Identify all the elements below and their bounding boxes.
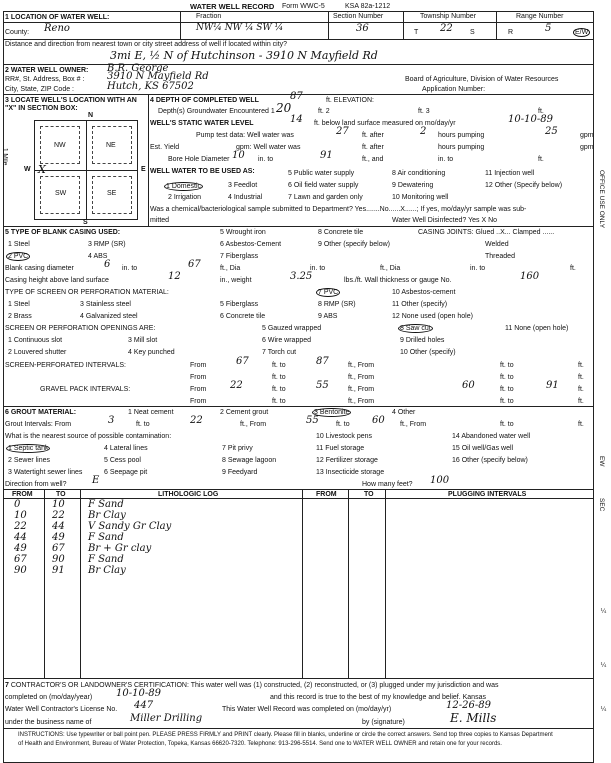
open-louvered[interactable]: 2 Louvered shutter bbox=[8, 349, 67, 356]
instructions-1: INSTRUCTIONS: Use typewriter or ball point pen. PLEASE PRESS FIRMLY and PRINT clearly. Please fill in blanks, underline or circle the correct answers. Send top three copies to Kansas Department bbox=[18, 732, 553, 738]
side-q3: ¼ bbox=[600, 706, 607, 713]
open-wire[interactable]: 6 Wire wrapped bbox=[262, 337, 312, 344]
business-name: Miller Drilling bbox=[130, 713, 203, 724]
record-completed-date: 12-26-89 bbox=[446, 700, 491, 711]
gauge-value: 160 bbox=[520, 271, 540, 282]
bore-ft: ft. bbox=[538, 156, 544, 163]
gw-ft4: ft. bbox=[538, 108, 544, 115]
grout-other[interactable]: 4 Other bbox=[392, 409, 416, 416]
pump-after: ft. after bbox=[362, 132, 384, 139]
section-6-label: 6 GROUT MATERIAL: bbox=[5, 409, 77, 416]
plug-from-header: FROM bbox=[316, 491, 337, 498]
screen-brass[interactable]: 2 Brass bbox=[8, 313, 32, 320]
county-value: Reno bbox=[44, 23, 70, 34]
s-label: S bbox=[470, 29, 475, 36]
log-row-desc: Br Clay bbox=[88, 565, 126, 576]
city-label: City, State, ZIP Code : bbox=[5, 86, 74, 93]
use-injection[interactable]: 11 Injection well bbox=[485, 170, 535, 177]
contam-oilgas[interactable]: 15 Oil well/Gas well bbox=[452, 445, 514, 452]
gravel-ftend: ft. bbox=[578, 386, 584, 393]
diam-into2: in. to bbox=[310, 265, 326, 272]
screen-asbestos[interactable]: 10 Asbestos-cement bbox=[392, 289, 456, 296]
log-row-from: 90 bbox=[14, 565, 27, 576]
contam-insecticide[interactable]: 13 Insecticide storage bbox=[316, 469, 385, 476]
grout-to2: 60 bbox=[372, 415, 385, 426]
perf-to: 87 bbox=[316, 356, 329, 367]
gw-ft2: ft. 2 bbox=[318, 108, 330, 115]
contam-lagoon[interactable]: 8 Sewage lagoon bbox=[222, 457, 277, 464]
log-row-from: 44 bbox=[14, 532, 27, 543]
grout-ft: ft., From bbox=[240, 421, 267, 428]
pump-gpm: 25 bbox=[545, 126, 558, 137]
screen-rmp[interactable]: 8 RMP (SR) bbox=[318, 301, 356, 308]
section-4-label: 4 DEPTH OF COMPLETED WELL bbox=[150, 97, 259, 104]
threaded-label: Threaded bbox=[485, 253, 515, 260]
log-lithology-header: LITHOLOGIC LOG bbox=[158, 491, 219, 498]
instructions-2: of Health and Environment, Bureau of Water Protection, Topeka, Kansas 66620-7320. Telephone: 913-296-5514. Send one to WATER WELL OWNER and retain one for your records. bbox=[18, 741, 502, 747]
grout-bentonite[interactable]: 3 Bentonite bbox=[314, 409, 350, 416]
log-from-header: FROM bbox=[12, 491, 33, 498]
grout-ft2: ft., From bbox=[400, 421, 427, 428]
open-gauzed[interactable]: 5 Gauzed wrapped bbox=[262, 325, 322, 332]
distance-value: 3mi E, ½ N of Hutchinson - 3910 N Mayfield Rd bbox=[110, 49, 378, 62]
weight-value: 3.25 bbox=[290, 271, 313, 282]
plug-to-header: TO bbox=[364, 491, 374, 498]
diam-to: 67 bbox=[188, 259, 201, 270]
side-q2: ¼ bbox=[600, 662, 607, 669]
cert-completed-date: 10-10-89 bbox=[116, 688, 161, 699]
ksa-ref: KSA 82a-1212 bbox=[345, 3, 391, 10]
log-row-desc: Br + Gr clay bbox=[88, 543, 152, 554]
open-other[interactable]: 10 Other (specify) bbox=[400, 349, 456, 356]
perf2-to: ft. to bbox=[272, 374, 286, 381]
direction-label: Direction from well? bbox=[5, 481, 67, 488]
pump-ww: 27 bbox=[336, 126, 349, 137]
gravel-to2-label: ft. to bbox=[500, 386, 514, 393]
grout-to-label: ft. to bbox=[136, 421, 150, 428]
gauge-label: lbs./ft. Wall thickness or gauge No. bbox=[344, 277, 452, 284]
use-public[interactable]: 5 Public water supply bbox=[288, 170, 355, 177]
log-row-to: 22 bbox=[52, 510, 65, 521]
diam-ft: ft. bbox=[570, 265, 576, 272]
section-number-label: Section Number bbox=[333, 13, 384, 20]
contam-septic[interactable]: 1 Septic tank bbox=[8, 445, 49, 452]
contam-fertilizer[interactable]: 12 Fertilizer storage bbox=[316, 457, 378, 464]
owner-name: B.R. George bbox=[107, 63, 169, 74]
screen-fiberglass[interactable]: 5 Fiberglass bbox=[220, 301, 259, 308]
use-domestic[interactable]: 1 Domestic bbox=[166, 183, 202, 190]
se-label: SE bbox=[107, 190, 117, 197]
yield-gpm: gpm bbox=[580, 144, 594, 151]
pump-hours: 2 bbox=[420, 126, 427, 137]
fraction-value: NW¼ NW ¼ SW ¼ bbox=[196, 23, 284, 33]
chem-question: Was a chemical/bacteriological sample submitted to Department? Yes.......No......X......; If yes, mo/day/yr sample was sub- bbox=[150, 206, 527, 213]
r-label: R bbox=[508, 29, 514, 36]
city-value: Hutch, KS 67502 bbox=[107, 81, 194, 92]
feet-label: How many feet? bbox=[362, 481, 413, 488]
log-row-to: 10 bbox=[52, 499, 65, 510]
gravel2-ft: ft., From bbox=[348, 398, 375, 405]
section-5-label: 5 TYPE OF BLANK CASING USED: bbox=[5, 229, 121, 236]
bore-label: Bore Hole Diameter bbox=[168, 156, 230, 163]
west-label: W bbox=[24, 166, 31, 173]
screen-label: TYPE OF SCREEN OR PERFORATION MATERIAL: bbox=[5, 289, 169, 296]
use-irrigation[interactable]: 2 Irrigation bbox=[168, 194, 202, 201]
casing-joints: CASING JOINTS: Glued ..X... Clamped ...... bbox=[418, 229, 555, 236]
range-value: 5 bbox=[545, 23, 552, 34]
pump-label: Pump test data: Well water was bbox=[196, 132, 294, 139]
log-row-desc: V Sandy Gr Clay bbox=[88, 521, 172, 532]
perf2-ftend: ft. bbox=[578, 374, 584, 381]
groundwater-1: 20 bbox=[276, 101, 292, 115]
log-row-to: 67 bbox=[52, 543, 65, 554]
static-rest: ft. below land surface measured on mo/day/yr bbox=[314, 120, 456, 127]
contam-lateral[interactable]: 4 Lateral lines bbox=[104, 445, 148, 452]
perf2-to2: ft. to bbox=[500, 374, 514, 381]
perf-to2: ft. to bbox=[500, 362, 514, 369]
gravel-from: 22 bbox=[230, 380, 243, 391]
perf-label: SCREEN-PERFORATED INTERVALS: bbox=[5, 362, 126, 369]
contam-label: What is the nearest source of possible contamination: bbox=[5, 433, 172, 440]
signature-label: by (signature) bbox=[362, 719, 405, 726]
use-feedlot[interactable]: 3 Feedlot bbox=[228, 182, 258, 189]
perf-to-label: ft. to bbox=[272, 362, 286, 369]
static-value: 14 bbox=[290, 114, 303, 125]
casing-asbestos[interactable]: 6 Asbestos-Cement bbox=[220, 241, 282, 248]
casing-other[interactable]: 9 Other (specify below) bbox=[318, 241, 390, 248]
use-oilfield[interactable]: 6 Oil field water supply bbox=[288, 182, 359, 189]
gravel-from-label: From bbox=[190, 386, 207, 393]
license-value: 447 bbox=[134, 700, 154, 711]
contam-livestock[interactable]: 10 Livestock pens bbox=[316, 433, 373, 440]
mile-label: 1 Mile bbox=[1, 148, 9, 166]
distance-label: Distance and direction from nearest town or city street address of well if located within city? bbox=[5, 41, 288, 48]
feet-value: 100 bbox=[430, 475, 450, 486]
use-label: WELL WATER TO BE USED AS: bbox=[150, 168, 255, 175]
contam-sewer[interactable]: 2 Sewer lines bbox=[8, 457, 51, 464]
depth-value: 87 bbox=[290, 91, 303, 102]
yield-hours: hours pumping bbox=[438, 144, 485, 151]
address-value: 3910 N Mayfield Rd bbox=[107, 71, 209, 82]
gravel-label: GRAVEL PACK INTERVALS: bbox=[40, 386, 131, 393]
gpm-label: gpm bbox=[580, 132, 594, 139]
side-ew: EW bbox=[598, 456, 605, 467]
license-label: Water Well Contractor's License No. bbox=[5, 706, 118, 713]
log-row-to: 90 bbox=[52, 554, 65, 565]
contam-other[interactable]: 16 Other (specify below) bbox=[452, 457, 528, 464]
log-row-desc: F Sand bbox=[88, 499, 124, 510]
yield-after: ft. after bbox=[362, 144, 384, 151]
gravel2-to: ft. to bbox=[272, 398, 286, 405]
well-location-mark: X bbox=[38, 163, 46, 176]
open-drilled[interactable]: 9 Drilled holes bbox=[400, 337, 445, 344]
gravel2-ftend: ft. bbox=[578, 398, 584, 405]
contam-seepage[interactable]: 6 Seepage pit bbox=[104, 469, 148, 476]
cert-line-2: and this record is true to the best of my knowledge and belief. Kansas bbox=[270, 694, 486, 701]
contam-cess[interactable]: 5 Cess pool bbox=[104, 457, 141, 464]
perf-ftend: ft. bbox=[578, 362, 584, 369]
submitted-label: mitted bbox=[150, 217, 170, 224]
nw-label: NW bbox=[54, 142, 66, 149]
use-monitoring[interactable]: 10 Monitoring well bbox=[392, 194, 449, 201]
diam-into: in. to bbox=[122, 265, 138, 272]
contam-abandoned[interactable]: 14 Abandoned water well bbox=[452, 433, 531, 440]
screen-other[interactable]: 11 Other (specify) bbox=[392, 301, 448, 308]
ew-label: E/W bbox=[575, 29, 589, 36]
open-sawcut[interactable]: 8 Saw cut bbox=[400, 325, 431, 332]
form-title: WATER WELL RECORD bbox=[190, 2, 275, 11]
section-3-label: 3 LOCATE WELL'S LOCATION WITH AN "X" IN SECTION BOX: bbox=[5, 97, 137, 113]
business-label: under the business name of bbox=[5, 719, 92, 726]
application-label: Application Number: bbox=[422, 86, 486, 93]
openings-label: SCREEN OR PERFORATION OPENINGS ARE: bbox=[5, 325, 156, 332]
grout-to3-label: ft. to bbox=[500, 421, 514, 428]
open-continuous[interactable]: 1 Continuous slot bbox=[8, 337, 63, 344]
log-row-from: 10 bbox=[14, 510, 27, 521]
diam-label: Blank casing diameter bbox=[5, 265, 74, 272]
perf-ft: ft., From bbox=[348, 362, 375, 369]
cert-line-1: 7 CONTRACTOR'S OR LANDOWNER'S CERTIFICATION: This water well was (1) constructed, (2) reconstructed, or (3) plugged under my jurisdiction and was bbox=[5, 682, 499, 689]
gravel-from2: 60 bbox=[462, 380, 475, 391]
log-to-header: TO bbox=[56, 491, 66, 498]
perf-from: 67 bbox=[236, 356, 249, 367]
groundwater-label: Depth(s) Groundwater Encountered 1 bbox=[158, 108, 275, 115]
pump-hours-label: hours pumping bbox=[438, 132, 485, 139]
gravel2-from: From bbox=[190, 398, 207, 405]
board-label: Board of Agriculture, Division of Water Resources bbox=[405, 76, 559, 83]
screen-pvc[interactable]: 7 PVC bbox=[318, 289, 339, 296]
perf2-from: From bbox=[190, 374, 207, 381]
bore-to: 91 bbox=[320, 150, 333, 161]
log-row-desc: Br Clay bbox=[88, 510, 126, 521]
bore-into: in. to bbox=[258, 156, 274, 163]
grout-from1: 3 bbox=[108, 415, 115, 426]
disinfected-label: Water Well Disinfected? Yes X No bbox=[392, 217, 498, 224]
weight-label: in., weight bbox=[220, 277, 252, 284]
casing-wrought[interactable]: 5 Wrought iron bbox=[220, 229, 266, 236]
north-label: N bbox=[88, 112, 94, 119]
log-row-to: 44 bbox=[52, 521, 65, 532]
plug-intervals-header: PLUGGING INTERVALS bbox=[448, 491, 527, 498]
ne-label: NE bbox=[106, 142, 116, 149]
screen-abs[interactable]: 9 ABS bbox=[318, 313, 338, 320]
grout-to1: 22 bbox=[190, 415, 203, 426]
yield-rest: gpm: Well water was bbox=[236, 144, 301, 151]
section-2-label: 2 WATER WELL OWNER: bbox=[5, 67, 89, 74]
screen-steel[interactable]: 1 Steel bbox=[8, 301, 30, 308]
grout-int-label: Grout Intervals: From bbox=[5, 421, 72, 428]
casing-fiberglass[interactable]: 7 Fiberglass bbox=[220, 253, 259, 260]
open-key[interactable]: 4 Key punched bbox=[128, 349, 175, 356]
screen-concrete[interactable]: 6 Concrete tile bbox=[220, 313, 266, 320]
open-torch[interactable]: 7 Torch cut bbox=[262, 349, 297, 356]
screen-stainless[interactable]: 3 Stainless steel bbox=[80, 301, 131, 308]
log-row-desc: F Sand bbox=[88, 554, 124, 565]
use-other[interactable]: 12 Other (Specify below) bbox=[485, 182, 563, 189]
form-number: Form WWC-5 bbox=[282, 3, 325, 10]
grout-from2: 55 bbox=[306, 415, 319, 426]
perf2-ft: ft., From bbox=[348, 374, 375, 381]
diam-dia: ft., Dia bbox=[220, 265, 241, 272]
south-label: S bbox=[83, 219, 88, 226]
casing-concrete[interactable]: 8 Concrete tile bbox=[318, 229, 364, 236]
yield-label: Est. Yield bbox=[150, 144, 180, 151]
fraction-label: Fraction bbox=[196, 13, 222, 20]
signature: E. Mills bbox=[450, 711, 497, 725]
log-row-from: 49 bbox=[14, 543, 27, 554]
cert-completed-label: completed on (mo/day/year) bbox=[5, 694, 93, 701]
grout-to2-label: ft. to bbox=[336, 421, 350, 428]
t-label: T bbox=[414, 29, 419, 36]
contam-feedyard[interactable]: 9 Feedyard bbox=[222, 469, 258, 476]
use-lawn[interactable]: 7 Lawn and garden only bbox=[288, 194, 363, 201]
county-label: County: bbox=[5, 29, 30, 36]
contam-fuel[interactable]: 11 Fuel storage bbox=[316, 445, 365, 452]
diam-value: 6 bbox=[104, 259, 111, 270]
welded-label: Welded bbox=[485, 241, 509, 248]
log-row-from: 67 bbox=[14, 554, 27, 565]
grout-neat[interactable]: 1 Neat cement bbox=[128, 409, 174, 416]
use-industrial[interactable]: 4 Industrial bbox=[228, 194, 263, 201]
open-none[interactable]: 11 None (open hole) bbox=[505, 325, 569, 332]
log-row-to: 91 bbox=[52, 565, 65, 576]
screen-none[interactable]: 12 None used (open hole) bbox=[392, 313, 473, 320]
height-label: Casing height above land surface bbox=[5, 277, 109, 284]
casing-abs[interactable]: 4 ABS bbox=[88, 253, 108, 260]
static-date: 10-10-89 bbox=[508, 114, 553, 125]
township-label: Township Number bbox=[420, 13, 477, 20]
perf-from-label: From bbox=[190, 362, 207, 369]
side-q1: ¼ bbox=[600, 608, 607, 615]
casing-pvc[interactable]: 2 PVC bbox=[8, 253, 29, 260]
gravel-to-label: ft. to bbox=[272, 386, 286, 393]
range-label: Range Number bbox=[516, 13, 564, 20]
log-row-from: 22 bbox=[14, 521, 27, 532]
address-label: RR#, St. Address, Box # : bbox=[5, 76, 85, 83]
gravel-to2: 91 bbox=[546, 380, 559, 391]
record-completed-label: This Water Well Record was completed on (mo/day/yr) bbox=[222, 706, 392, 713]
height-value: 12 bbox=[168, 271, 181, 282]
section-value: 36 bbox=[356, 23, 369, 34]
gravel2-to2: ft. to bbox=[500, 398, 514, 405]
side-sec: SEC bbox=[598, 498, 605, 512]
sw-label: SW bbox=[55, 190, 67, 197]
casing-steel[interactable]: 1 Steel bbox=[8, 241, 30, 248]
bore-value: 10 bbox=[232, 150, 245, 161]
township-value: 22 bbox=[440, 23, 453, 34]
section-1-label: 1 LOCATION OF WATER WELL: bbox=[5, 14, 110, 21]
diam-into3: in. to bbox=[470, 265, 486, 272]
casing-rmp[interactable]: 3 RMP (SR) bbox=[88, 241, 126, 248]
contam-privy[interactable]: 7 Pit privy bbox=[222, 445, 253, 452]
log-row-from: 0 bbox=[14, 499, 21, 510]
east-label: E bbox=[141, 166, 146, 173]
direction-value: E bbox=[92, 475, 100, 486]
office-use-label: OFFICE USE ONLY bbox=[598, 170, 605, 229]
log-row-desc: F Sand bbox=[88, 532, 124, 543]
diam-dia2: ft., Dia bbox=[380, 265, 401, 272]
grout-cement[interactable]: 2 Cement grout bbox=[220, 409, 269, 416]
gw-ft3: ft. 3 bbox=[418, 108, 430, 115]
elevation-label: ft. ELEVATION: bbox=[326, 97, 374, 104]
bore-and: ft., and bbox=[362, 156, 384, 163]
gravel-to: 55 bbox=[316, 380, 329, 391]
use-dewatering[interactable]: 9 Dewatering bbox=[392, 182, 434, 189]
grout-ftend: ft. bbox=[578, 421, 584, 428]
bore-into2: in. to bbox=[438, 156, 454, 163]
static-label: WELL'S STATIC WATER LEVEL bbox=[150, 120, 254, 127]
log-row-to: 49 bbox=[52, 532, 65, 543]
screen-galvanized[interactable]: 4 Galvanized steel bbox=[80, 313, 138, 320]
use-air[interactable]: 8 Air conditioning bbox=[392, 170, 446, 177]
open-mill[interactable]: 3 Mill slot bbox=[128, 337, 158, 344]
gravel-ft: ft., From bbox=[348, 386, 375, 393]
contam-watertight[interactable]: 3 Watertight sewer lines bbox=[8, 469, 83, 476]
